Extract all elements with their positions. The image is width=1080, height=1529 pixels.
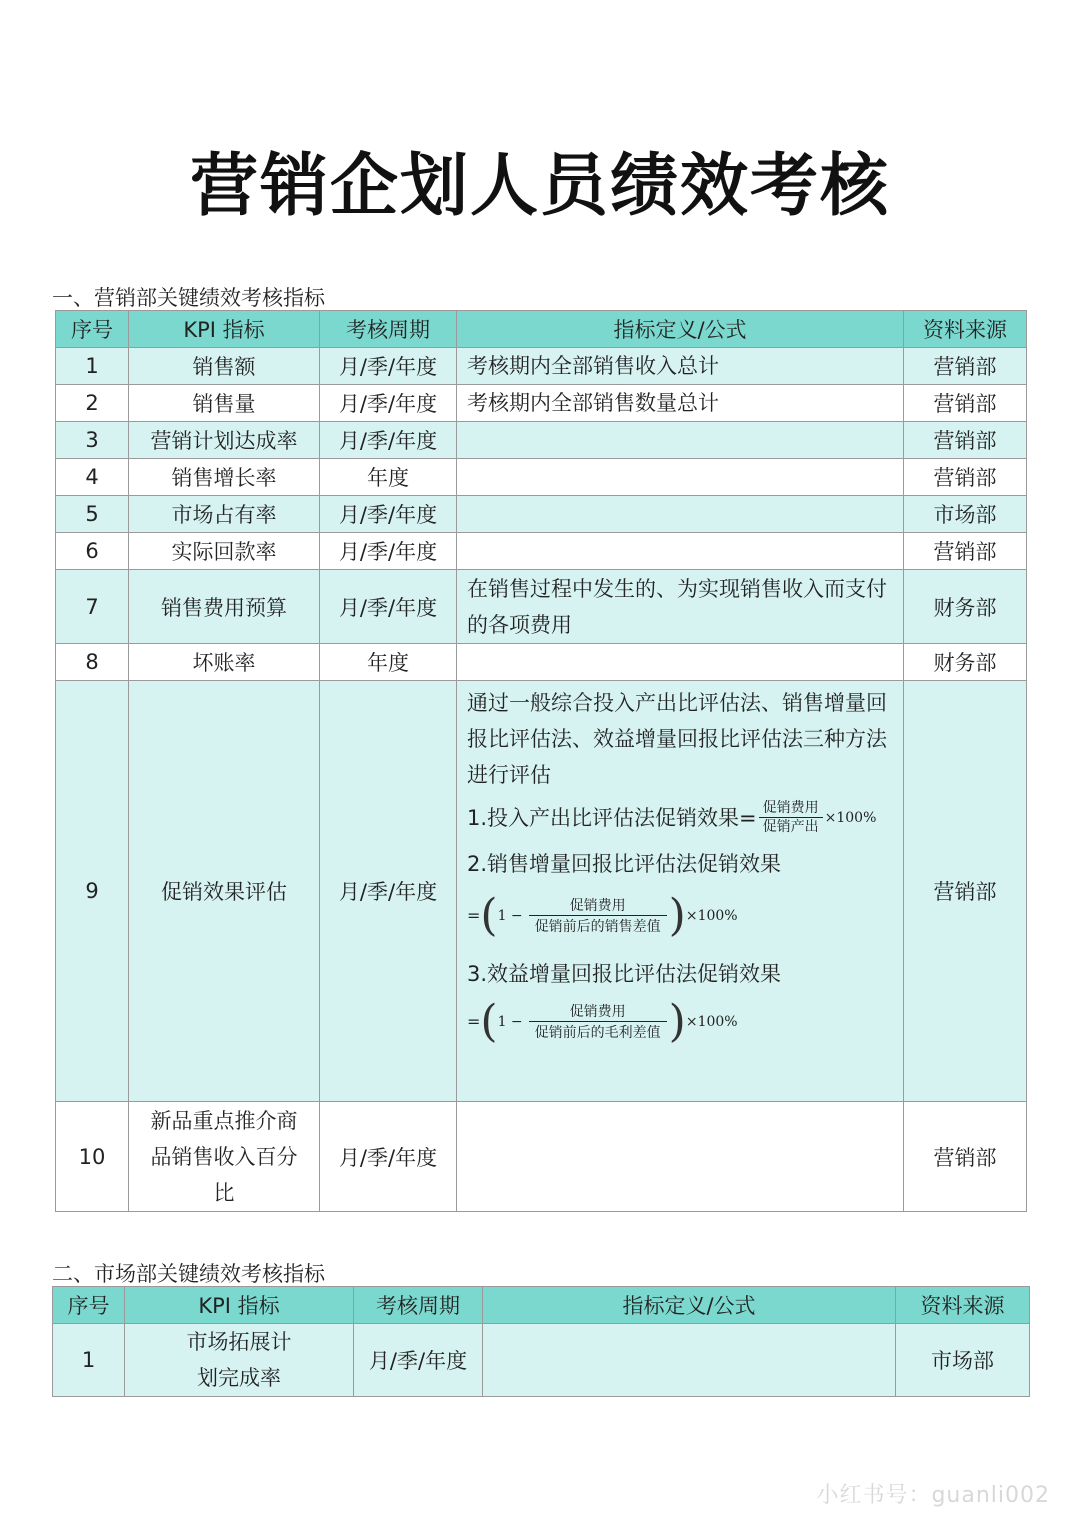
cell-period: 月/季/年度 [320,422,457,459]
formula-1 [467,799,893,836]
formula-3-numerator: 促销费用 [569,1003,626,1020]
cell-kpi: 市场占有率 [129,496,320,533]
cell-period: 月/季/年度 [354,1324,483,1397]
header-kpi: KPI 指标 [125,1287,354,1324]
close-paren: ) [668,996,686,1047]
formula-1-tail: ×100% [824,809,877,826]
cell-source: 营销部 [904,681,1027,1102]
cell-kpi: 促销效果评估 [129,681,320,1102]
table-row [56,422,1027,459]
cell-source: 财务部 [904,570,1027,644]
formula-2-numerator: 促销费用 [569,897,626,914]
cell-kpi: 实际回款率 [129,533,320,570]
cell-source: 营销部 [904,348,1027,385]
header-definition: 指标定义/公式 [483,1287,896,1324]
cell-period: 月/季/年度 [320,570,457,644]
cell-definition [457,459,904,496]
open-paren: ( [480,890,498,941]
open-paren: ( [480,996,498,1047]
table-row [56,348,1027,385]
cell-no: 1 [56,348,129,385]
cell-source: 营销部 [904,385,1027,422]
cell-period: 月/季/年度 [320,385,457,422]
cell-kpi: 市场拓展计划完成率 [125,1324,354,1397]
cell-kpi: 销售费用预算 [129,570,320,644]
formula-2-equals: = [467,906,481,925]
header-no: 序号 [56,311,129,348]
table-row [56,570,1027,644]
header-period: 考核周期 [354,1287,483,1324]
cell-kpi: 销售额 [129,348,320,385]
cell-definition: 在销售过程中发生的、为实现销售收入而支付的各项费用 [457,570,904,644]
watermark: 小红书号：guanli002 [816,1483,1050,1508]
formula-3-fraction [529,1003,667,1042]
cell-period: 月/季/年度 [320,348,457,385]
cell-definition [457,644,904,681]
header-definition: 指标定义/公式 [457,311,904,348]
cell-no: 5 [56,496,129,533]
cell-no: 4 [56,459,129,496]
table-row [56,459,1027,496]
cell-no: 10 [56,1102,129,1212]
table-row [53,1324,1030,1397]
formula-1-fraction [759,799,823,836]
formula-3-denominator: 促销前后的毛利差值 [529,1021,667,1042]
cell-no: 1 [53,1324,125,1397]
header-no: 序号 [53,1287,125,1324]
cell-period: 年度 [320,644,457,681]
table-row [56,385,1027,422]
formula-2-tail: ×100% [685,908,738,924]
formula-2 [467,890,893,941]
cell-period: 月/季/年度 [320,681,457,1102]
promo-intro-text: 通过一般综合投入产出比评估法、销售增量回报比评估法、效益增量回报比评估法三种方法进行评估 [467,691,887,787]
cell-no: 2 [56,385,129,422]
cell-period: 年度 [320,459,457,496]
cell-period: 月/季/年度 [320,1102,457,1212]
cell-source: 营销部 [904,1102,1027,1212]
cell-kpi: 销售量 [129,385,320,422]
formula-1-label: 1.投入产出比评估法促销效果= [467,805,757,830]
formula-1-denominator: 促销产出 [759,817,823,836]
formula-1-numerator: 促销费用 [762,800,819,816]
formula-3 [467,996,893,1047]
table-row [56,1102,1027,1212]
cell-no: 8 [56,644,129,681]
formula-2-label: 2.销售增量回报比评估法促销效果 [467,852,782,876]
cell-kpi: 坏账率 [129,644,320,681]
cell-source: 财务部 [904,644,1027,681]
formula-3-equals: = [467,1012,481,1031]
cell-source: 营销部 [904,422,1027,459]
cell-definition [457,422,904,459]
cell-source: 营销部 [904,459,1027,496]
cell-no: 3 [56,422,129,459]
cell-kpi: 新品重点推介商品销售收入百分比 [129,1102,320,1212]
header-period: 考核周期 [320,311,457,348]
cell-definition [457,1102,904,1212]
header-source: 资料来源 [896,1287,1030,1324]
header-kpi: KPI 指标 [129,311,320,348]
cell-no: 7 [56,570,129,644]
table-row [56,496,1027,533]
cell-definition [457,533,904,570]
page-title: 营销企划人员绩效考核 [189,146,890,226]
formula-2-denominator: 促销前后的销售差值 [529,915,667,936]
header-source: 资料来源 [904,311,1027,348]
cell-period: 月/季/年度 [320,496,457,533]
section2-heading: 二、市场部关键绩效考核指标 [52,1262,325,1286]
formula-3-label: 3.效益增量回报比评估法促销效果 [467,962,782,986]
section1-heading: 一、营销部关键绩效考核指标 [52,286,325,310]
cell-definition: 考核期内全部销售数量总计 [457,385,904,422]
formula-2-fraction [529,897,667,936]
cell-no: 6 [56,533,129,570]
cell-definition: 考核期内全部销售收入总计 [457,348,904,385]
table-row [56,533,1027,570]
market-kpi-table [52,1286,1030,1397]
cell-definition-formulas [457,681,904,1102]
cell-source: 市场部 [904,496,1027,533]
cell-source: 市场部 [896,1324,1030,1397]
cell-period: 月/季/年度 [320,533,457,570]
close-paren: ) [668,890,686,941]
formula-3-tail: ×100% [685,1014,738,1030]
marketing-kpi-table [55,310,1027,1212]
table-row [56,681,1027,1102]
formula-2-one: 1 − [497,908,523,924]
cell-kpi: 营销计划达成率 [129,422,320,459]
table-row [56,644,1027,681]
cell-kpi: 销售增长率 [129,459,320,496]
formula-3-one: 1 − [497,1014,523,1030]
cell-source: 营销部 [904,533,1027,570]
cell-definition [483,1324,896,1397]
cell-definition [457,496,904,533]
cell-no: 9 [56,681,129,1102]
